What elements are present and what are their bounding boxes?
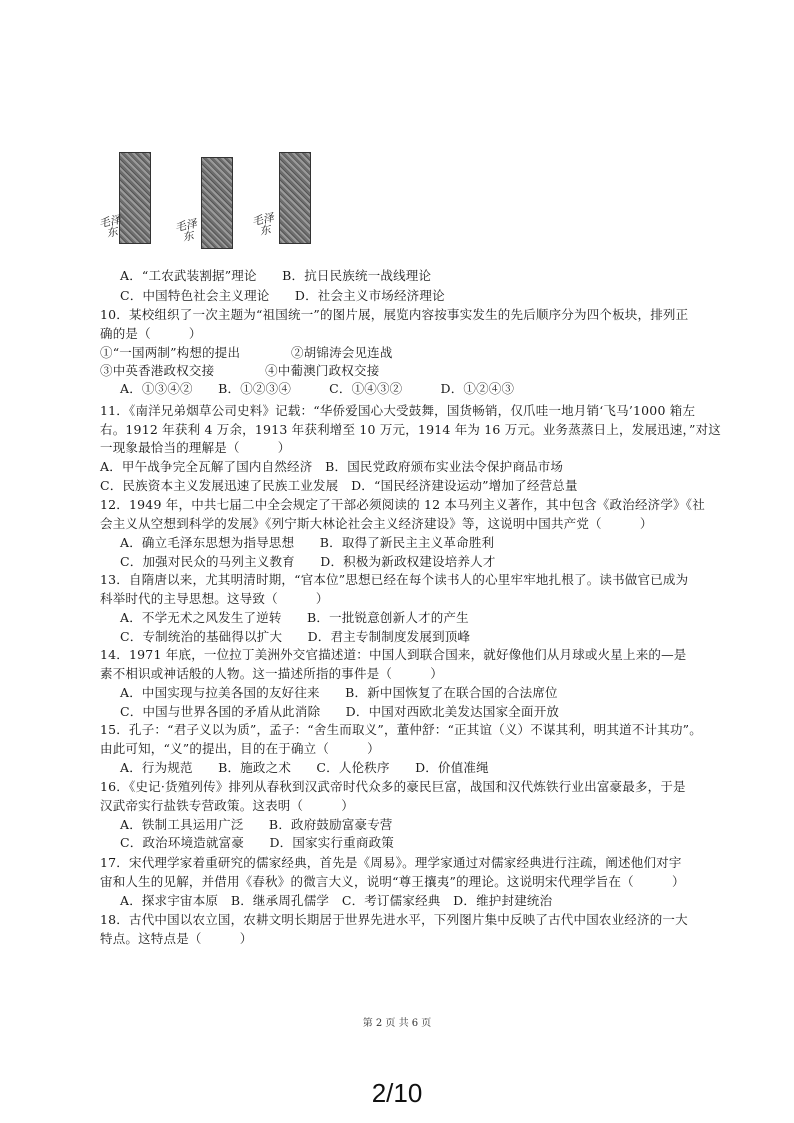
q13-options-cd: C．专制统治的基础得以扩大 D．君主专制制度发展到顶峰	[120, 629, 471, 644]
q10-stem-2: 确的是（ ）	[100, 326, 202, 341]
q15-options: A．行为规范 B．施政之术 C．人伦秩序 D．价值准绳	[120, 760, 489, 775]
q11-options-ab: A．甲午战争完全瓦解了国内自然经济 B．国民党政府颁布实业法令保护商品市场	[100, 459, 564, 474]
q11-stem-2: 右。1912 年获利 4 万余，1913 年获利增至 10 万元，1914 年为 16 万元。业务蒸蒸日上，发展迅速，”对这	[100, 422, 722, 437]
q15-stem-2: 由此可知，“义”的提出，目的在于确立（ ）	[100, 741, 380, 756]
q12-stem-1: 12．1949 年，中共七届二中全会规定了干部必须阅读的 12 本马列主义著作，其中包含《政治经济学》《社	[100, 497, 705, 512]
q12-options-cd: C．加强对民众的马列主义教育 D．积极为新政权建设培养人才	[120, 554, 496, 569]
q13-options-ab: A．不学无术之风发生了逆转 B．一批锐意创新人才的产生	[120, 610, 469, 625]
signature-1: 毛泽东	[97, 212, 122, 240]
q17-stem-2: 宙和人生的见解，并借用《春秋》的微言大义，说明“尊王攘夷”的理论。这说明宋代理学旨在（ ）	[100, 874, 685, 889]
q16-options-cd: C．政治环境造就富豪 D．国家实行重商政策	[120, 835, 394, 850]
q11-stem-3: 一现象最恰当的理解是（ ）	[100, 440, 291, 455]
q17-stem-1: 17．宋代理学家着重研究的儒家经典，首先是《周易》。理学家通过对儒家经典进行注疏，阐述他们对宇	[100, 855, 682, 870]
q10-item-1: ①“一国两制”构想的提出 ②胡锦涛会见连战	[100, 345, 393, 360]
q14-stem-2: 素不相识或神话般的人物。这一描述所指的事件是（ ）	[100, 666, 443, 681]
q9-options-cd: C．中国特色社会主义理论 D．社会主义市场经济理论	[120, 288, 445, 303]
q18-stem-2: 特点。这特点是（ ）	[100, 931, 253, 946]
q10-item-2: ③中英香港政权交接 ④中葡澳门政权交接	[100, 363, 380, 378]
q13-stem-1: 13．自隋唐以来，尤其明清时期，“官本位”思想已经在每个读书人的心里牢牢地扎根了。读书做官已成为	[100, 572, 689, 587]
q14-options-ab: A．中国实现与拉美各国的友好往来 B．新中国恢复了在联合国的合法席位	[120, 685, 558, 700]
q15-stem-1: 15．孔子：“君子义以为质”，孟子：“舍生而取义”，董仲舒：“正其谊（义）不谋其利，明其道不计其功”。	[100, 722, 702, 737]
q18-stem-1: 18．古代中国以农立国，农耕文明长期居于世界先进水平，下列图片集中反映了古代中国农业经济的一大	[100, 912, 688, 927]
calligraphy-image-3	[279, 152, 311, 244]
page-counter: 2/10	[371, 1078, 423, 1108]
q11-options-cd: C．民族资本主义发展迅速了民族工业发展 D．“国民经济建设运动”增加了经营总量	[100, 478, 578, 493]
q13-stem-2: 科举时代的主导思想。这导致（ ）	[100, 591, 329, 606]
q12-stem-2: 会主义从空想到科学的发展》《列宁斯大林论社会主义经济建设》等，这说明中国共产党（ ）	[100, 516, 653, 531]
q10-options: A．①③④② B．①②③④ C．①④③② D．①②④③	[120, 381, 515, 396]
q17-options: A．探求宇宙本原 B．继承周孔儒学 C．考订儒家经典 D．维护封建统治	[120, 893, 553, 908]
q16-stem-2: 汉武帝实行盐铁专营政策。这表明（ ）	[100, 798, 355, 813]
q16-stem-1: 16．《史记·货殖列传》排列从春秋到汉武帝时代众多的豪民巨富，战国和汉代炼铁行业出富豪最多，于是	[100, 779, 686, 794]
page-footer: 第 2 页 共 6 页	[362, 1018, 432, 1029]
q14-options-cd: C．中国与世界各国的矛盾从此消除 D．中国对西欧北美发达国家全面开放	[120, 704, 560, 719]
signature-2: 毛泽东	[173, 216, 198, 244]
q10-stem-1: 10．某校组织了一次主题为“祖国统一”的图片展，展览内容按事实发生的先后顺序分为四个板块，排列正	[100, 307, 689, 322]
q16-options-ab: A．铁制工具运用广泛 B．政府鼓励富豪专营	[120, 817, 393, 832]
calligraphy-image-1	[119, 152, 151, 244]
calligraphy-image-2	[201, 157, 233, 249]
q14-stem-1: 14．1971 年底，一位拉丁美洲外交官描述道：中国人到联合国来，就好像他们从月球或火星上来的—是	[100, 647, 687, 662]
q9-options-ab: A．“工农武装割据”理论 B．抗日民族统一战线理论	[120, 268, 432, 283]
signature-3: 毛泽东	[250, 210, 275, 238]
q11-stem-1: 11．《南洋兄弟烟草公司史料》记载：“华侨爱国心大受鼓舞，国货畅销，仅爪哇一地月销‘飞马’1000 箱左	[100, 403, 696, 418]
q12-options-ab: A．确立毛泽东思想为指导思想 B．取得了新民主主义革命胜利	[120, 535, 495, 550]
